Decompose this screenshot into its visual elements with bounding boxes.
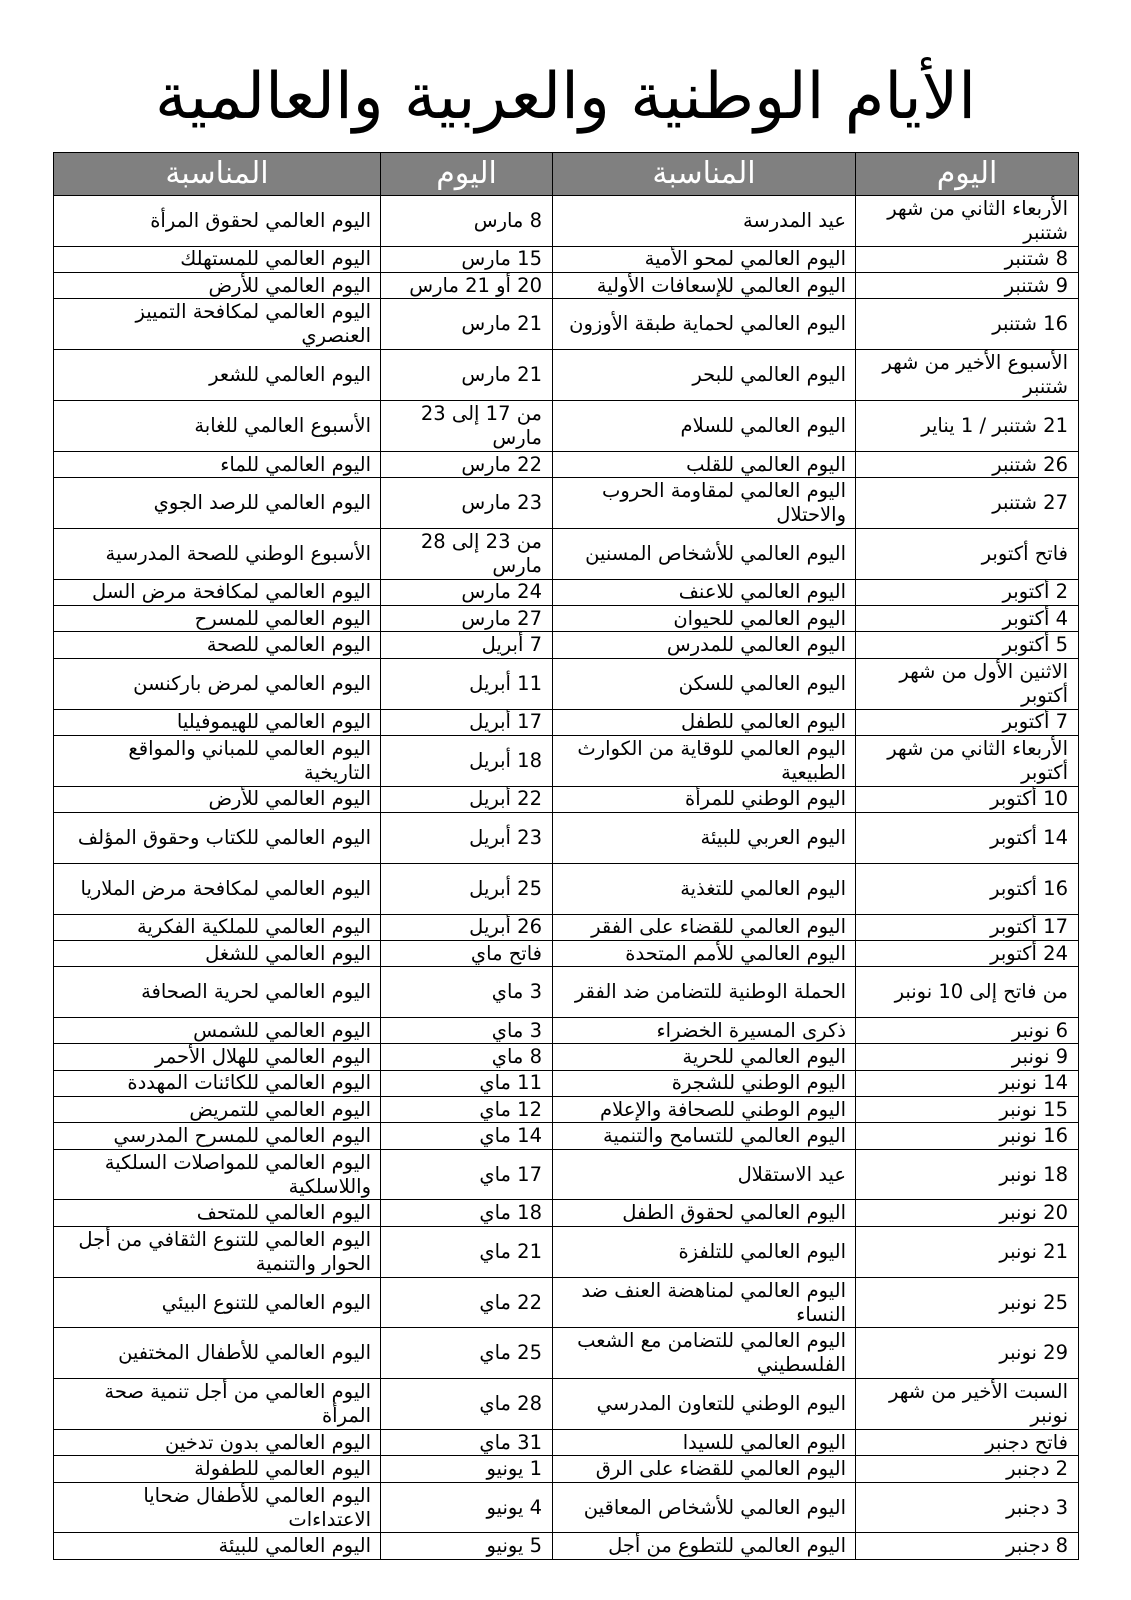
occasion-cell: اليوم العالمي لمرض باركنسن	[54, 658, 381, 709]
table-row	[54, 1379, 1079, 1430]
table-row	[54, 967, 1079, 1018]
table-row	[54, 1482, 1079, 1533]
occasion-cell: اليوم العالمي للشغل	[54, 940, 381, 966]
occasion-cell: اليوم العالمي للتمريض	[54, 1097, 381, 1123]
day-cell: 1 يونيو	[381, 1456, 553, 1482]
table-row	[54, 632, 1079, 658]
day-cell: 29 نونبر	[856, 1328, 1079, 1379]
occasion-cell: اليوم العالمي للأطفال المختفين	[54, 1328, 381, 1379]
day-cell: 18 ماي	[381, 1200, 553, 1226]
table-row	[54, 528, 1079, 579]
occasion-cell: اليوم العالمي لمكافحة مرض الملاريا	[54, 863, 381, 914]
day-cell: 21 ماي	[381, 1226, 553, 1277]
occasion-cell: اليوم العالمي لمكافحة مرض السل	[54, 579, 381, 605]
occasion-cell: اليوم العالمي للصحة	[54, 632, 381, 658]
day-cell: 17 أبريل	[381, 709, 553, 735]
table-row	[54, 863, 1079, 914]
occasion-cell: اليوم العالمي للمسرح	[54, 606, 381, 632]
occasion-cell: اليوم العالمي بدون تدخين	[54, 1430, 381, 1456]
occasion-cell: اليوم الوطني للشجرة	[553, 1070, 856, 1096]
day-cell: 8 مارس	[381, 196, 553, 247]
table-row	[54, 196, 1079, 247]
day-cell: 22 ماي	[381, 1277, 553, 1328]
occasion-cell: اليوم العالمي للمسرح المدرسي	[54, 1123, 381, 1149]
occasion-cell: اليوم العالمي للتطوع من أجل	[553, 1533, 856, 1560]
occasion-cell: اليوم العالمي للتلفزة	[553, 1226, 856, 1277]
occasion-cell: اليوم العالمي للشعر	[54, 350, 381, 401]
day-cell: 25 أبريل	[381, 863, 553, 914]
day-cell: 5 أكتوبر	[856, 632, 1079, 658]
day-cell: 4 يونيو	[381, 1482, 553, 1533]
day-cell: 26 أبريل	[381, 914, 553, 940]
day-cell: 17 ماي	[381, 1149, 553, 1200]
occasion-cell: اليوم العالمي للطفل	[553, 709, 856, 735]
occasion-cell: اليوم العربي للبيئة	[553, 813, 856, 864]
table-row	[54, 451, 1079, 477]
table-row	[54, 579, 1079, 605]
day-cell: 6 نونبر	[856, 1018, 1079, 1044]
occasion-cell: اليوم العالمي للماء	[54, 451, 381, 477]
day-cell: من 23 إلى 28 مارس	[381, 528, 553, 579]
occasion-cell: الأسبوع الوطني للصحة المدرسية	[54, 528, 381, 579]
occasion-cell: اليوم العالمي للأشخاص المسنين	[553, 528, 856, 579]
day-cell: فاتح دجنبر	[856, 1430, 1079, 1456]
day-cell: 8 دجنبر	[856, 1533, 1079, 1560]
day-cell: 31 ماي	[381, 1430, 553, 1456]
day-cell: 3 ماي	[381, 967, 553, 1018]
occasion-cell: اليوم العالمي للطفولة	[54, 1456, 381, 1482]
occasion-cell: عيد المدرسة	[553, 196, 856, 247]
occasion-cell: اليوم العالمي للحيوان	[553, 606, 856, 632]
table-row	[54, 273, 1079, 299]
table-header-row	[54, 153, 1079, 196]
day-cell: 21 نونبر	[856, 1226, 1079, 1277]
occasion-cell: اليوم العالمي للإسعافات الأولية	[553, 273, 856, 299]
day-cell: 2 أكتوبر	[856, 579, 1079, 605]
occasion-cell: اليوم العالمي للتنوع الثقافي من أجل الحوار والتنمية	[54, 1226, 381, 1277]
table-row	[54, 1044, 1079, 1070]
table-row	[54, 1018, 1079, 1044]
day-cell: 16 نونبر	[856, 1123, 1079, 1149]
day-cell: 9 نونبر	[856, 1044, 1079, 1070]
day-cell: 21 مارس	[381, 299, 553, 350]
day-cell: 27 شتنبر	[856, 478, 1079, 529]
table-row	[54, 1533, 1079, 1560]
day-cell: 24 مارس	[381, 579, 553, 605]
day-cell: 17 أكتوبر	[856, 914, 1079, 940]
occasion-cell: اليوم العالمي لمناهضة العنف ضد النساء	[553, 1277, 856, 1328]
occasion-cell: اليوم العالمي للوقاية من الكوارث الطبيعية	[553, 735, 856, 786]
occasion-cell: اليوم العالمي للبيئة	[54, 1533, 381, 1560]
occasion-cell: اليوم العالمي للحرية	[553, 1044, 856, 1070]
table-row	[54, 709, 1079, 735]
occasion-cell: اليوم الوطني للمرأة	[553, 786, 856, 812]
table-row	[54, 401, 1079, 452]
table-row	[54, 658, 1079, 709]
occasion-cell: اليوم العالمي للسكن	[553, 658, 856, 709]
page-title: الأيام الوطنية والعربية والعالمية	[155, 60, 976, 134]
day-cell: 25 ماي	[381, 1328, 553, 1379]
day-cell: 22 مارس	[381, 451, 553, 477]
header-occasion-2: المناسبة	[54, 153, 381, 196]
day-cell: فاتح أكتوبر	[856, 528, 1079, 579]
occasion-cell: اليوم العالمي لحقوق المرأة	[54, 196, 381, 247]
occasion-cell: اليوم العالمي للمتحف	[54, 1200, 381, 1226]
occasion-cell: الأسبوع العالمي للغابة	[54, 401, 381, 452]
table-row	[54, 350, 1079, 401]
day-cell: 16 أكتوبر	[856, 863, 1079, 914]
day-cell: 15 نونبر	[856, 1097, 1079, 1123]
day-cell: 28 ماي	[381, 1379, 553, 1430]
table-row	[54, 1149, 1079, 1200]
day-cell: الاثنين الأول من شهر أكتوبر	[856, 658, 1079, 709]
day-cell: 3 دجنبر	[856, 1482, 1079, 1533]
occasion-cell: اليوم العالمي لحماية طبقة الأوزون	[553, 299, 856, 350]
day-cell: 18 نونبر	[856, 1149, 1079, 1200]
day-cell: 8 ماي	[381, 1044, 553, 1070]
table-row	[54, 1226, 1079, 1277]
day-cell: الأربعاء الثاني من شهر شتنبر	[856, 196, 1079, 247]
table-row	[54, 914, 1079, 940]
occasion-cell: اليوم العالمي للاعنف	[553, 579, 856, 605]
header-day-2: اليوم	[381, 153, 553, 196]
occasion-cell: اليوم العالمي للقلب	[553, 451, 856, 477]
occasion-cell: اليوم العالمي للمدرس	[553, 632, 856, 658]
day-cell: 11 أبريل	[381, 658, 553, 709]
occasion-cell: اليوم العالمي لمكافحة التمييز العنصري	[54, 299, 381, 350]
day-cell: 22 أبريل	[381, 786, 553, 812]
table-row	[54, 246, 1079, 272]
occasion-cell: اليوم العالمي للأمم المتحدة	[553, 940, 856, 966]
day-cell: 7 أكتوبر	[856, 709, 1079, 735]
occasion-cell: اليوم العالمي لحرية الصحافة	[54, 967, 381, 1018]
occasion-cell: اليوم العالمي للتغذية	[553, 863, 856, 914]
occasion-cell: اليوم العالمي للهيموفيليا	[54, 709, 381, 735]
table-row	[54, 813, 1079, 864]
day-cell: من 17 إلى 23 مارس	[381, 401, 553, 452]
table-row	[54, 606, 1079, 632]
occasion-cell: ذكرى المسيرة الخضراء	[553, 1018, 856, 1044]
occasion-cell: اليوم العالمي للمستهلك	[54, 246, 381, 272]
day-cell: 23 مارس	[381, 478, 553, 529]
occasion-cell: اليوم العالمي للقضاء على الرق	[553, 1456, 856, 1482]
occasion-cell: اليوم العالمي للتنوع البيئي	[54, 1277, 381, 1328]
day-cell: 20 أو 21 مارس	[381, 273, 553, 299]
occasion-cell: اليوم العالمي لحقوق الطفل	[553, 1200, 856, 1226]
table-row	[54, 786, 1079, 812]
day-cell: 14 ماي	[381, 1123, 553, 1149]
occasion-cell: اليوم العالمي للأطفال ضحايا الاعتداءات	[54, 1482, 381, 1533]
day-cell: 20 نونبر	[856, 1200, 1079, 1226]
day-cell: 11 ماي	[381, 1070, 553, 1096]
table-row	[54, 1070, 1079, 1096]
occasion-cell: اليوم العالمي من أجل تنمية صحة المرأة	[54, 1379, 381, 1430]
day-cell: 26 شتنبر	[856, 451, 1079, 477]
occasion-cell: عيد الاستقلال	[553, 1149, 856, 1200]
occasion-cell: اليوم العالمي للمباني والمواقع التاريخية	[54, 735, 381, 786]
table-row	[54, 1200, 1079, 1226]
occasion-cell: اليوم العالمي للرصد الجوي	[54, 478, 381, 529]
table-row	[54, 940, 1079, 966]
table-row	[54, 1097, 1079, 1123]
day-cell: 9 شتنبر	[856, 273, 1079, 299]
occasion-cell: اليوم العالمي للسلام	[553, 401, 856, 452]
day-cell: 3 ماي	[381, 1018, 553, 1044]
day-cell: 25 نونبر	[856, 1277, 1079, 1328]
day-cell: 24 أكتوبر	[856, 940, 1079, 966]
occasion-cell: الحملة الوطنية للتضامن ضد الفقر	[553, 967, 856, 1018]
table-row	[54, 478, 1079, 529]
day-cell: 12 ماي	[381, 1097, 553, 1123]
occasion-cell: اليوم العالمي للقضاء على الفقر	[553, 914, 856, 940]
day-cell: 14 نونبر	[856, 1070, 1079, 1096]
table-row	[54, 735, 1079, 786]
day-cell: من فاتح إلى 10 نونبر	[856, 967, 1079, 1018]
day-cell: 23 أبريل	[381, 813, 553, 864]
day-cell: 5 يونيو	[381, 1533, 553, 1560]
occasion-cell: اليوم العالمي للكتاب وحقوق المؤلف	[54, 813, 381, 864]
day-cell: 18 أبريل	[381, 735, 553, 786]
table-row	[54, 1456, 1079, 1482]
table-row	[54, 1123, 1079, 1149]
day-cell: 21 شتنبر / 1 يناير	[856, 401, 1079, 452]
occasion-cell: اليوم الوطني للصحافة والإعلام	[553, 1097, 856, 1123]
occasion-cell: اليوم العالمي للكائنات المهددة	[54, 1070, 381, 1096]
table-row	[54, 1328, 1079, 1379]
occasion-cell: اليوم العالمي للتسامح والتنمية	[553, 1123, 856, 1149]
day-cell: 7 أبريل	[381, 632, 553, 658]
occasion-cell: اليوم العالمي لمقاومة الحروب والاحتلال	[553, 478, 856, 529]
occasion-cell: اليوم العالمي للأرض	[54, 786, 381, 812]
day-cell: 4 أكتوبر	[856, 606, 1079, 632]
occasion-cell: اليوم العالمي للأرض	[54, 273, 381, 299]
occasion-cell: اليوم الوطني للتعاون المدرسي	[553, 1379, 856, 1430]
occasion-cell: اليوم العالمي لمحو الأمية	[553, 246, 856, 272]
occasion-cell: اليوم العالمي للهلال الأحمر	[54, 1044, 381, 1070]
day-cell: 21 مارس	[381, 350, 553, 401]
header-occasion-1: المناسبة	[553, 153, 856, 196]
occasion-cell: اليوم العالمي للملكية الفكرية	[54, 914, 381, 940]
day-cell: 8 شتنبر	[856, 246, 1079, 272]
day-cell: الأسبوع الأخير من شهر شتنبر	[856, 350, 1079, 401]
day-cell: 10 أكتوبر	[856, 786, 1079, 812]
day-cell: 2 دجنبر	[856, 1456, 1079, 1482]
occasion-cell: اليوم العالمي للسيدا	[553, 1430, 856, 1456]
occasion-cell: اليوم العالمي للشمس	[54, 1018, 381, 1044]
day-cell: 16 شتنبر	[856, 299, 1079, 350]
occasion-cell: اليوم العالمي للبحر	[553, 350, 856, 401]
day-cell: الأربعاء الثاني من شهر أكتوبر	[856, 735, 1079, 786]
occasion-cell: اليوم العالمي للأشخاص المعاقين	[553, 1482, 856, 1533]
events-table	[53, 152, 1079, 1560]
day-cell: 27 مارس	[381, 606, 553, 632]
occasion-cell: اليوم العالمي للمواصلات السلكية واللاسلكية	[54, 1149, 381, 1200]
day-cell: السبت الأخير من شهر نونبر	[856, 1379, 1079, 1430]
day-cell: 14 أكتوبر	[856, 813, 1079, 864]
occasion-cell: اليوم العالمي للتضامن مع الشعب الفلسطيني	[553, 1328, 856, 1379]
table-row	[54, 299, 1079, 350]
table-row	[54, 1277, 1079, 1328]
table-row	[54, 1430, 1079, 1456]
day-cell: فاتح ماي	[381, 940, 553, 966]
day-cell: 15 مارس	[381, 246, 553, 272]
header-day-1: اليوم	[856, 153, 1079, 196]
